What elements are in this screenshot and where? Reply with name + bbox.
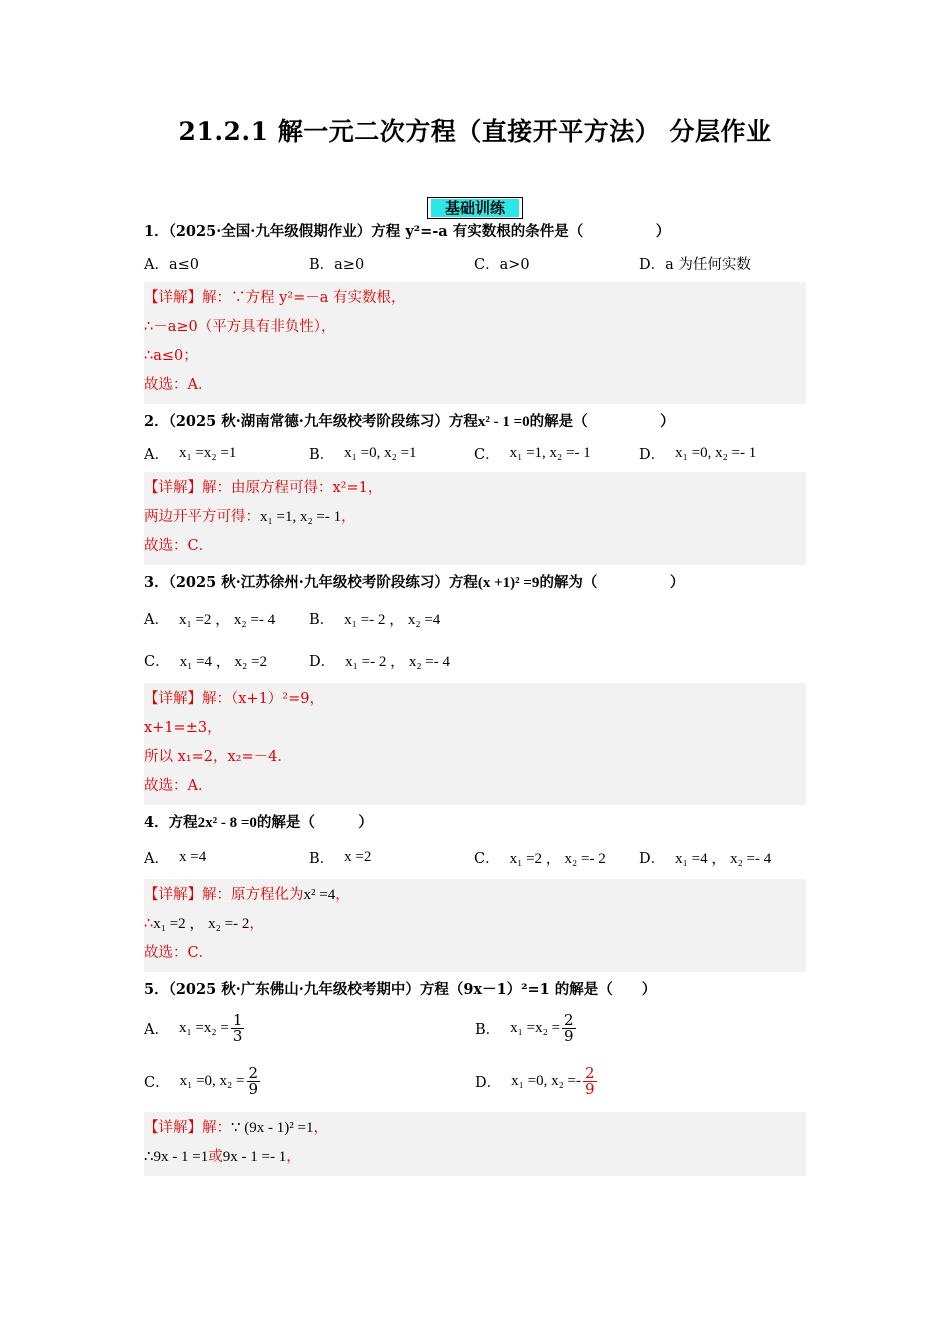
question-4-option-b: B． x =2: [309, 848, 372, 867]
question-4-option-c: C． x₁ =2 ， x₂ =- 2: [474, 850, 606, 867]
page-title: 21.2.1 解一元二次方程（直接开平方法） 分层作业: [178, 117, 772, 146]
section-badge-wrap: [0, 197, 950, 219]
question-4-answer: [144, 879, 806, 972]
question-1-option-c: C．a>0: [474, 256, 530, 273]
question-5-option-c: C． x₁ =0, x₂ = $\frac{2}{9}$: [144, 1063, 259, 1098]
question-4-stem: 4．方程2x² - 8 =0的解是（ ）: [144, 814, 373, 831]
worksheet: [144, 218, 806, 1180]
answer-line: 故选：C．: [144, 945, 214, 961]
answer-line: ∴9x - 1 =1或9x - 1 =- 1，: [144, 1149, 301, 1165]
question-2-option-b: B． x₁ =0, x₂ =1: [309, 444, 417, 463]
question-1-option-a: A．a≤0: [144, 256, 199, 273]
question-1-stem: 1．（2025·全国·九年级假期作业）方程 y²=-a 有实数根的条件是（ ）: [144, 223, 671, 240]
question-3-option-d: D． x₁ =- 2 ， x₂ =- 4: [309, 653, 451, 670]
question-2-option-a: A． x₁ =x₂ =1: [144, 444, 237, 463]
answer-line: x+1=±3，: [144, 720, 222, 736]
question-5-options-row-1: [144, 1004, 806, 1052]
equation: x² - 1 =0: [477, 414, 530, 430]
answer-line: ∴x₁ =2 ， x₂ =- 2，: [144, 916, 264, 932]
question-3-option-a: A． x₁ =2 ， x₂ =- 4: [144, 611, 276, 628]
question-5-option-b: B． x₁ =x₂ = $\frac{2}{9}$: [475, 1010, 574, 1045]
section-badge: [427, 197, 523, 219]
question-3-options-row-1: [144, 597, 806, 639]
question-5-option-d: D． x₁ =0, x₂ =- $\frac{2}{9}$: [475, 1063, 595, 1098]
question-2-stem: 2．（2025 秋·湖南常德·九年级校考阶段练习）方程x² - 1 =0的解是（ ）: [144, 413, 675, 430]
section-label: 基础训练: [431, 199, 519, 217]
answer-line: ∴a≤0；: [144, 348, 198, 364]
question-5-option-a: A． x₁ =x₂ = $\frac{1}{3}$: [144, 1010, 243, 1045]
answer-line: 【详解】解：原方程化为x² =4，: [144, 887, 350, 903]
question-2-options: [144, 436, 806, 470]
question-4-option-d: D． x₁ =4 ， x₂ =- 4: [639, 850, 772, 867]
question-4-option-a: A． x =4: [144, 848, 207, 867]
question-3-options-row-2: [144, 639, 806, 681]
equation: 2x² - 8 =0: [197, 815, 257, 831]
answer-line: 【详解】解：∵方程 y²=－a 有实数根，: [144, 290, 406, 306]
answer-line: ∴－a≥0（平方具有非负性），: [144, 319, 336, 335]
answer-line: 【详解】解：（x+1）²=9，: [144, 691, 324, 707]
question-3-option-c: C． x₁ =4 ， x₂ =2: [144, 653, 267, 670]
question-2-answer: [144, 472, 806, 565]
question-1-option-d: D．a 为任何实数: [639, 256, 751, 273]
question-1-options: [144, 246, 806, 280]
answer-line: 故选：C．: [144, 538, 214, 554]
answer-line: 所以 x₁=2，x₂=－4．: [144, 749, 292, 765]
question-2-option-d: D． x₁ =0, x₂ =- 1: [639, 444, 757, 463]
question-5-stem: 5．（2025 秋·广东佛山·九年级校考期中）方程（9x－1）²=1 的解是（ ）: [144, 981, 657, 998]
question-1-option-b: B．a≥0: [309, 256, 365, 273]
question-3-option-b: B． x₁ =- 2 ， x₂ =4: [309, 611, 441, 628]
answer-line: 两边开平方可得：x₁ =1, x₂ =- 1，: [144, 509, 356, 525]
question-1-answer: [144, 282, 806, 404]
question-3-stem: 3．（2025 秋·江苏徐州·九年级校考阶段练习）方程(x +1)² =9的解为（ ）: [144, 574, 685, 591]
question-5-options-row-2: [144, 1052, 806, 1110]
answer-line: 【详解】解：由原方程可得：x²=1，: [144, 480, 383, 496]
equation: (x +1)² =9: [477, 575, 540, 591]
question-4-options: [144, 837, 806, 877]
question-5-answer: [144, 1112, 806, 1176]
answer-line: 故选：A．: [144, 778, 213, 794]
answer-line: 【详解】解：∵ (9x - 1)² =1，: [144, 1120, 328, 1136]
question-2-option-c: C． x₁ =1, x₂ =- 1: [474, 444, 591, 463]
answer-line: 故选：A．: [144, 377, 213, 393]
question-3-answer: [144, 683, 806, 805]
